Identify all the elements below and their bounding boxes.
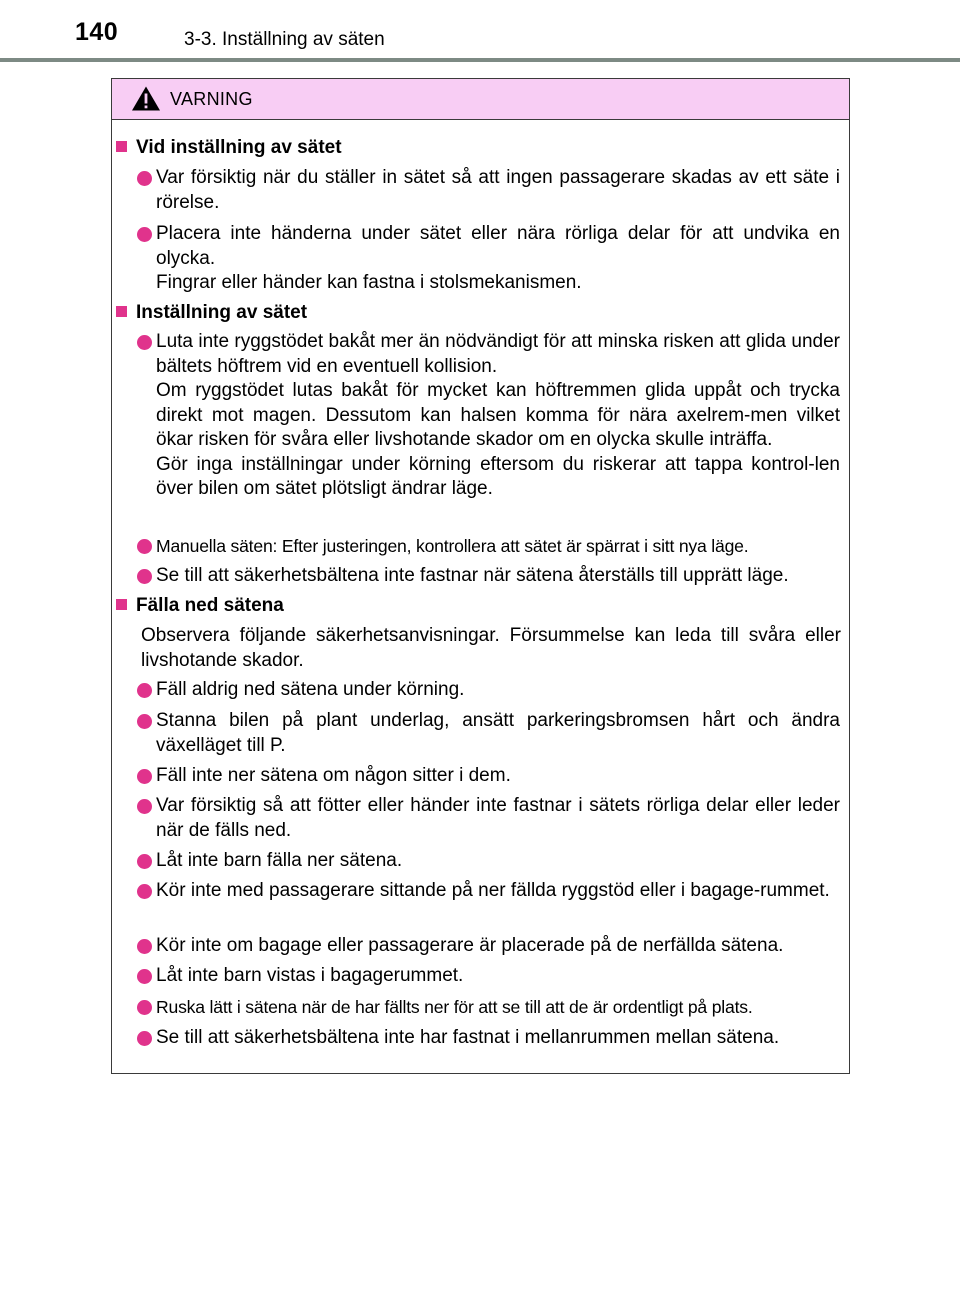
list-item: Var försiktig så att fötter eller händer inte fastnar i sätets rörliga delar eller leder när de fälls ned. bbox=[141, 794, 840, 843]
bullet-dot-icon bbox=[137, 335, 152, 350]
warning-header bbox=[112, 79, 849, 120]
warning-box bbox=[111, 78, 850, 1074]
section-heading: Inställning av sätet bbox=[116, 301, 307, 326]
warning-triangle-icon bbox=[131, 85, 161, 112]
list-item: Kör inte om bagage eller passagerare är placerade på de nerfällda sätena. bbox=[141, 934, 840, 959]
section-heading: Vid inställning av sätet bbox=[116, 136, 342, 161]
section-intro: Observera följande säkerhetsanvisningar. Försummelse kan leda till svåra eller livshotande skador. bbox=[141, 625, 841, 671]
bullet-dot-icon bbox=[137, 683, 152, 698]
list-item: Ruska lätt i sätena när de har fällts ner för att se till att de är ordentligt på plats. bbox=[141, 995, 840, 1020]
header-divider bbox=[0, 58, 960, 62]
page-number: 140 bbox=[75, 18, 119, 46]
page-header bbox=[0, 0, 960, 66]
list-item: Kör inte med passagerare sittande på ner fällda ryggstöd eller i bagage-rummet. bbox=[141, 879, 840, 904]
bullet-dot-icon bbox=[137, 171, 152, 186]
list-item: Låt inte barn vistas i bagagerummet. bbox=[141, 964, 840, 989]
list-item: Stanna bilen på plant underlag, ansätt parkeringsbromsen hårt och ändra växelläget till P. bbox=[141, 709, 840, 758]
section-title: 3-3. Inställning av säten bbox=[184, 29, 385, 50]
bullet-dot-icon bbox=[137, 227, 152, 242]
bullet-dot-icon bbox=[137, 969, 152, 984]
list-item: Placera inte händerna under sätet eller nära rörliga delar för att undvika en olycka. Fingrar eller händer kan fastna i stolsmekanismen. bbox=[141, 222, 840, 296]
square-bullet-icon bbox=[116, 141, 127, 152]
bullet-dot-icon bbox=[137, 1031, 152, 1046]
list-item: Se till att säkerhetsbältena inte har fastnat i mellanrummen mellan sätena. bbox=[141, 1026, 840, 1051]
bullet-dot-icon bbox=[137, 854, 152, 869]
list-item: Låt inte barn fälla ner sätena. bbox=[141, 849, 840, 874]
bullet-dot-icon bbox=[137, 1000, 152, 1015]
list-item: Fäll inte ner sätena om någon sitter i dem. bbox=[141, 764, 840, 789]
warning-title: VARNING bbox=[170, 89, 253, 109]
bullet-dot-icon bbox=[137, 539, 152, 554]
square-bullet-icon bbox=[116, 599, 127, 610]
bullet-dot-icon bbox=[137, 714, 152, 729]
list-item: Var försiktig när du ställer in sätet så att ingen passagerare skadas av ett säte i rörelse. bbox=[141, 166, 840, 215]
list-item: Manuella säten: Efter justeringen, kontrollera att sätet är spärrat i sitt nya läge. bbox=[141, 534, 840, 559]
bullet-dot-icon bbox=[137, 569, 152, 584]
list-item: Se till att säkerhetsbältena inte fastnar när sätena återställs till upprätt läge. bbox=[141, 564, 840, 589]
square-bullet-icon bbox=[116, 306, 127, 317]
list-item: Fäll aldrig ned sätena under körning. bbox=[141, 678, 840, 703]
bullet-dot-icon bbox=[137, 884, 152, 899]
bullet-dot-icon bbox=[137, 939, 152, 954]
bullet-dot-icon bbox=[137, 769, 152, 784]
bullet-dot-icon bbox=[137, 799, 152, 814]
section-heading: Fälla ned sätena bbox=[116, 594, 284, 619]
list-item: Luta inte ryggstödet bakåt mer än nödvändigt för att minska risken att glida under bältets höftrem vid en eventuell kollision. Om ryggstödet lutas bakåt för mycket kan höftremmen glida uppåt och trycka direkt mot magen. Dessutom kan halsen komma för nära axelrem-men vilket ökar risken för svåra eller livshotande skador om en olycka skulle inträffa. Gör inga inställningar under körning eftersom du riskerar att tappa kontrol-len över bilen om sätet plötsligt ändrar läge. bbox=[141, 330, 840, 502]
